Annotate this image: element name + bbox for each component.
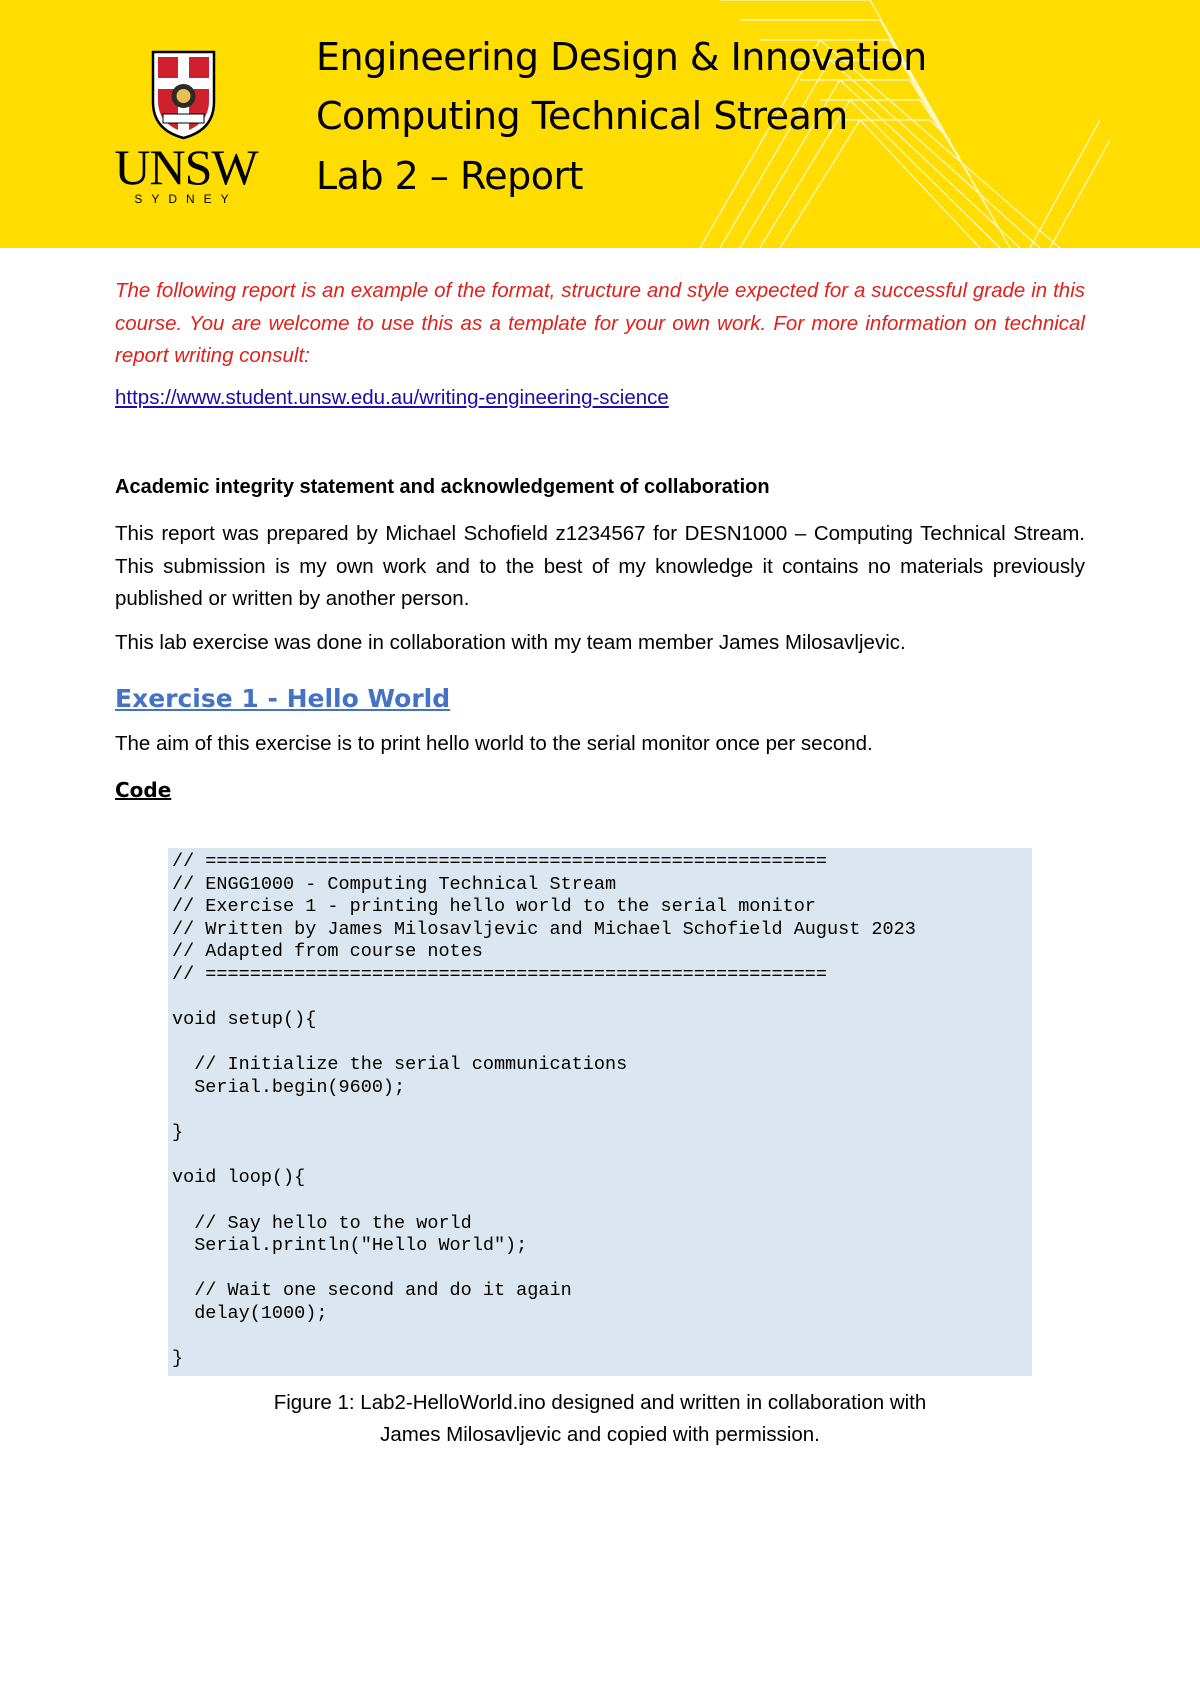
code-line: // Initialize the serial communications [194,1054,628,1076]
integrity-heading: Academic integrity statement and acknowledgement of collaboration [115,476,770,498]
unsw-logo [106,50,266,210]
caption-line-1: Figure 1: Lab2-HelloWorld.ino designed and written in collaboration with [273,1391,927,1414]
writing-guide-link[interactable]: https://www.student.unsw.edu.au/writing-engineering-science [115,386,669,409]
header-banner [0,0,1200,248]
title-line-3: Lab 2 – Report [316,154,583,198]
code-line: void loop(){ [172,1167,306,1189]
intro-note: The following report is an example of the format, structure and style expected for a successful grade in this course. You are welcome to use this as a template for your own work. For more information on technical report writing consult: [115,279,1085,367]
logo-wordmark: UNSW [114,139,258,195]
code-block [168,848,1032,1376]
code-line: // Written by James Milosavljevic and Michael Schofield August 2023 [172,918,916,940]
logo-subtext: SYDNEY [134,192,238,206]
code-line: } [172,1122,184,1144]
code-line: // Exercise 1 - printing hello world to the serial monitor [172,896,816,918]
code-line: // Wait one second and do it again [194,1280,572,1302]
title-line-1: Engineering Design & Innovation [316,35,927,79]
code-line: Serial.begin(9600); [194,1076,406,1098]
code-line: Serial.println("Hello World"); [194,1235,528,1257]
exercise-1-aim: The aim of this exercise is to print hello world to the serial monitor once per second. [115,732,873,755]
code-line: // ENGG1000 - Computing Technical Stream [172,873,617,895]
unsw-crest-icon [151,50,216,140]
code-line: // Say hello to the world [194,1212,472,1234]
exercise-1-heading: Exercise 1 - Hello World [115,684,451,713]
figure-caption [168,1387,1032,1451]
code-line: } [172,1348,184,1370]
caption-line-2: James Milosavljevic and copied with permission. [380,1423,820,1446]
code-line: // Adapted from course notes [172,941,483,963]
code-line: void setup(){ [172,1009,317,1031]
code-line: // ======================================================== [172,963,828,985]
integrity-statement: This report was prepared by Michael Schofield z1234567 for DESN1000 – Computing Technical Stream. This submission is my own work and to the best of my knowledge it contains no materials previously published or written by another person. [115,522,1085,610]
code-line: delay(1000); [194,1302,328,1324]
collaboration-statement: This lab exercise was done in collaboration with my team member James Milosavljevic. [115,631,906,654]
code-listing [168,848,1032,1371]
title-line-2: Computing Technical Stream [316,94,848,138]
code-label: Code [115,778,172,802]
code-line: // ======================================================== [172,851,828,872]
